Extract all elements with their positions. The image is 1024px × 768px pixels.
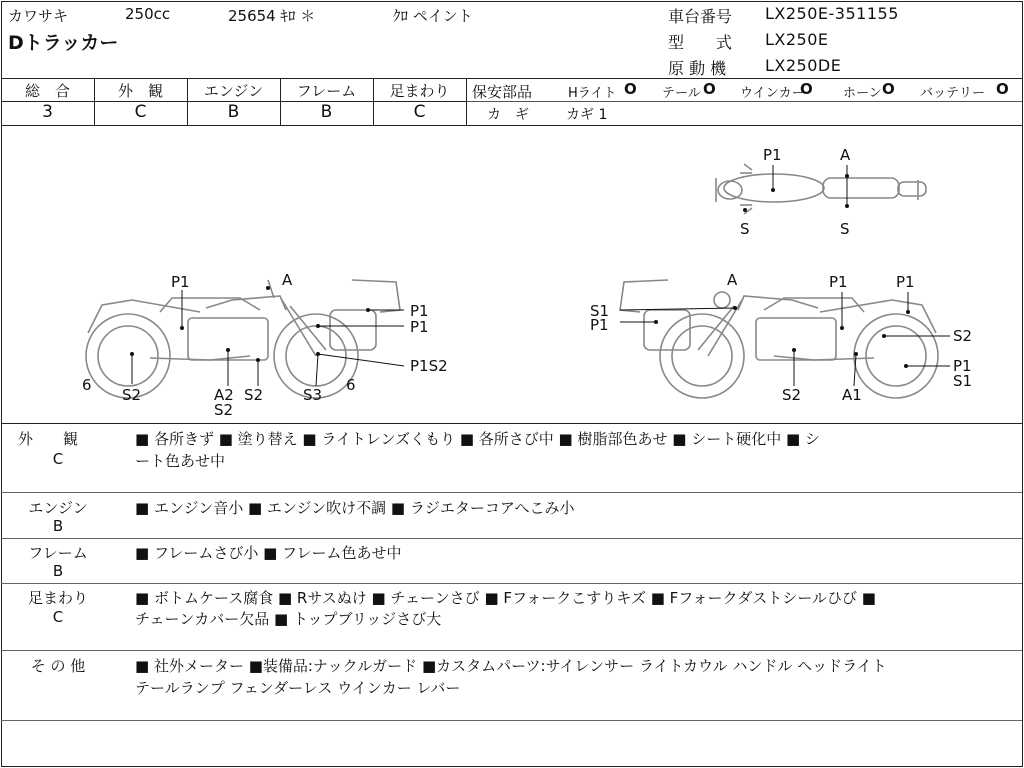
divider [1,492,1022,493]
divider [1,538,1022,539]
remark-text-suspension: ■ ボトムケース腐食 ■ Rサスぬけ ■ チェーンさび ■ Fフォークこすりキズ ■ Fフォークダストシールひび ■ [135,589,876,607]
safety-mark: O [800,80,813,98]
remark-grade-engine: B [52,517,64,535]
diagram-label: A2 [214,386,234,404]
frame-no: LX250E-351155 [765,4,899,23]
frame-no-label: 車台番号 [668,7,733,26]
diagram-label: S1 [590,302,610,320]
diagram-label: P1 [171,273,190,291]
remark-label-suspension: 足まわり [27,589,88,607]
remark-label-exterior: 外 観 [17,430,78,448]
diagram-label: S2 [122,386,142,404]
diagram-label: A [727,271,738,289]
remark-text-other: ■ 社外メーター ■装備品:ナックルガード ■カスタムパーツ:サイレンサー ライトカウル ハンドル ヘッドライト [135,657,887,675]
diagram-label: 6 [82,376,92,394]
safety-item-tail: テール [662,86,701,101]
divider [1,720,1022,721]
safety-mark: O [996,80,1009,98]
grade-label-engine: エンジン [203,82,264,100]
bike-top-view [716,164,926,214]
remark-label-frame: フレーム [28,544,88,562]
grade-label-frame: フレーム [296,82,357,100]
key-label: カ ギ [487,107,529,123]
diagram-label: P1 [953,357,972,375]
safety-item-battery: バッテリー [920,86,986,101]
mileage: 25654 ｷﾛ ＊ [228,7,316,25]
type-label: 型 式 [668,33,733,52]
diagram-label: S2 [953,327,973,345]
key-value: カギ 1 [566,107,608,123]
divider [1,78,1022,79]
diagram-label: 6 [346,376,356,394]
color: ｸﾛ ペイント [393,7,473,25]
remark-grade-suspension: C [52,608,64,626]
divider [466,78,467,125]
diagram-label: A1 [842,386,862,404]
remark-text-exterior-cont: ート色あせ中 [135,452,226,470]
bike-right-view [620,280,938,398]
maker: カワサキ [8,7,69,25]
diagram-label: S [840,220,850,238]
grade-label-exterior: 外 観 [117,82,163,100]
remark-label-engine: エンジン [28,499,88,517]
remark-text-exterior: ■ 各所きず ■ 塗り替え ■ ライトレンズくもり ■ 各所さび中 ■ 樹脂部色あせ ■ シート硬化中 ■ シ [135,430,820,448]
remark-grade-exterior: C [52,450,64,468]
diagram-label: P1S2 [410,357,448,375]
diagram-label: P1 [829,273,848,291]
diagram-label: P1 [410,318,429,336]
model-name: Dトラッカー [8,32,119,54]
safety-item-headlight: Hライト [568,86,617,101]
remark-text-suspension-cont: チェーンカバー欠品 ■ トップブリッジさび大 [135,610,442,628]
diagram-label: P1 [763,146,782,164]
diagram-label: S1 [953,372,973,390]
remark-text-engine: ■ エンジン音小 ■ エンジン吹け不調 ■ ラジエターコアへこみ小 [135,499,575,517]
grade-label-total: 総 合 [24,82,70,100]
type-value: LX250E [765,30,829,49]
grade-label-suspension: 足まわり [389,82,450,100]
divider [466,101,1022,102]
diagram-label: A [282,271,293,289]
remark-grade-frame: B [52,562,64,580]
grade-engine: B [227,102,240,122]
divider [1,583,1022,584]
diagram-label: P1 [590,316,609,334]
remark-label-other: そ の 他 [30,657,86,675]
diagram-label: S3 [303,386,323,404]
divider [1,650,1022,651]
safety-mark: O [882,80,895,98]
divider [1,423,1022,424]
remark-text-frame: ■ フレームさび小 ■ フレーム色あせ中 [135,544,402,562]
engine-model: LX250DE [765,56,842,75]
diagram-label: S2 [214,401,234,419]
grade-suspension: C [413,102,426,122]
diagram-label: P1 [896,273,915,291]
damage-markers [130,174,910,368]
safety-mark: O [703,80,716,98]
safety-item-winker: ウインカー [740,86,805,101]
safety-mark: O [624,80,637,98]
diagram-label: S2 [782,386,802,404]
damage-diagram [0,126,1024,423]
remark-text-other-cont: テールランプ フェンダーレス ウインカー レバー [135,679,461,697]
diagram-label: P1 [410,302,429,320]
engine-cc: 250cc [125,5,171,23]
diagram-label: A [840,146,851,164]
engine-label: 原 動 機 [668,59,727,78]
grade-frame: B [320,102,333,122]
grade-exterior: C [134,102,147,122]
safety-item-horn: ホーン [843,86,882,101]
diagram-label: S2 [244,386,264,404]
grade-total: 3 [42,102,53,122]
diagram-label: S [740,220,750,238]
safety-title: 保安部品 [472,83,533,101]
